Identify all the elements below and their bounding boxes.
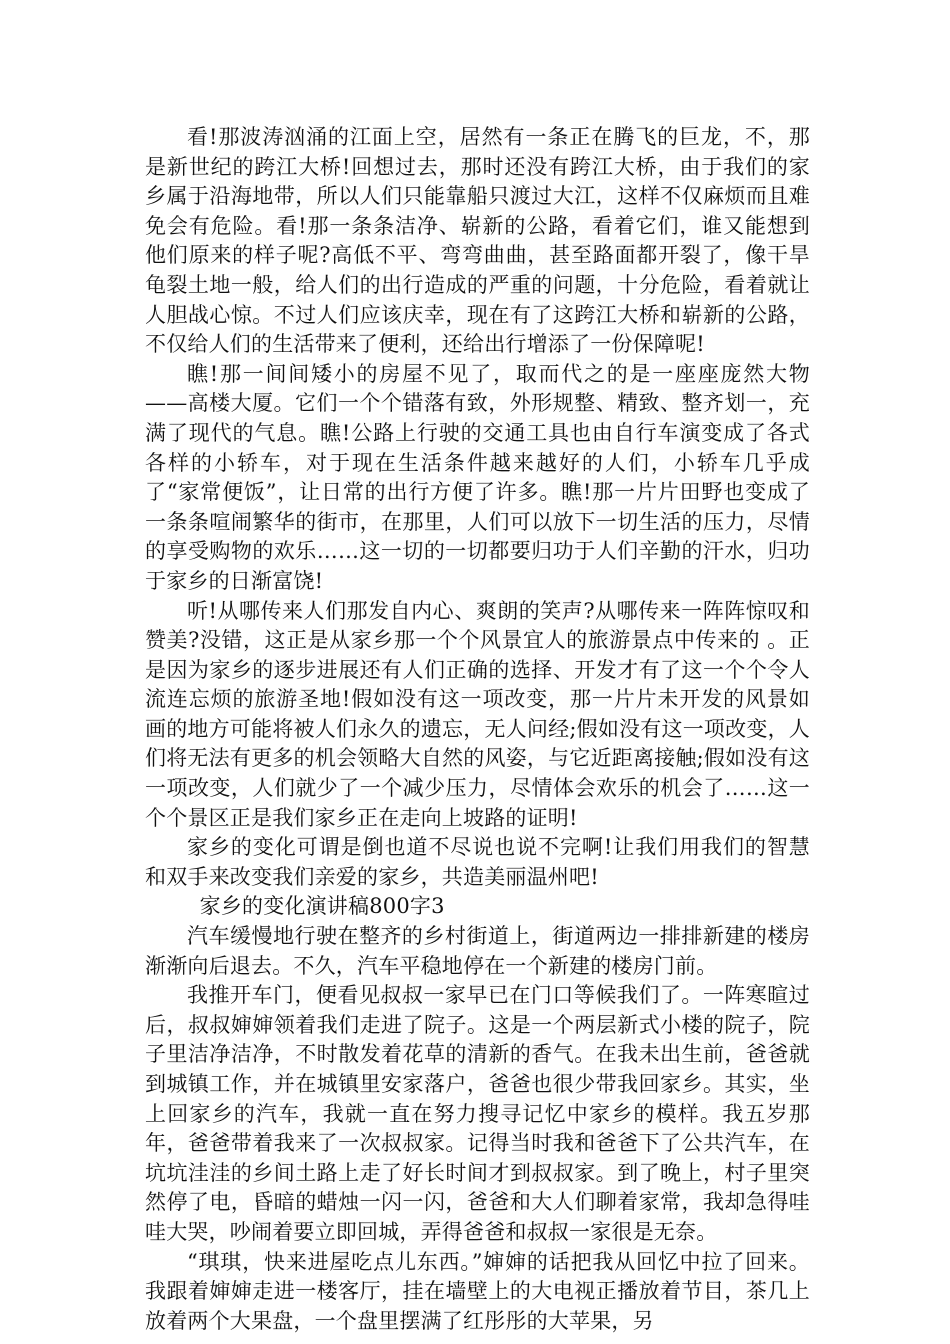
paragraph-tourist-spots: 听!从哪传来人们那发自内心、爽朗的笑声?从哪传来一阵阵惊叹和赞美?没错，这正是从家乡那一个个风景宜人的旅游景点中传来的 。正是因为家乡的逐步进展还有人们正确的选择、开发才有了这一个个令人流连忘烦的旅游圣地!假如没有这一项改变，那一片片未开发的风景如画的地方可能将被人们永久的遗忘，无人问经;假如没有这一项改变，人们将无法有更多的机会领略大自然的风姿，与它近距离接触;假如没有这一项改变，人们就少了一个减少压力，尽情体会欢乐的机会了……这一个个景区正是我们家乡正在走向上坡路的证明! [145, 598, 810, 830]
paragraph-car-arrival: 汽车缓慢地行驶在整齐的乡村街道上，街道两边一排排新建的楼房渐渐向后退去。不久，汽车平稳地停在一个新建的楼房门前。 [145, 924, 810, 978]
document-body [145, 123, 810, 1336]
paragraph-uncle-house: 我推开车门，便看见叔叔一家早已在门口等候我们了。一阵寒暄过后，叔叔婶婶领着我们走进了院子。这是一个两层新式小楼的院子，院子里洁净洁净，不时散发着花草的清新的香气。在我未出生前，爸爸就到城镇工作，并在城镇里安家落户，爸爸也很少带我回家乡。其实，坐上回家乡的汽车，我就一直在努力搜寻记忆中家乡的模样。我五岁那年，爸爸带着我来了一次叔叔家。记得当时我和爸爸下了公共汽车，在坑坑洼洼的乡间土路上走了好长时间才到叔叔家。到了晚上，村子里突然停了电，昏暗的蜡烛一闪一闪，爸爸和大人们聊着家常，我却急得哇哇大哭，吵闹着要立即回城，弄得爸爸和叔叔一家很是无奈。 [145, 983, 810, 1244]
section-heading: 家乡的变化演讲稿800字3 [199, 894, 445, 919]
paragraph-river-bridge: 看!那波涛汹涌的江面上空，居然有一条正在腾飞的巨龙，不，那是新世纪的跨江大桥!回想过去，那时还没有跨江大桥，由于我们的家乡属于沿海地带，所以人们只能靠船只渡过大江，这样不仅麻烦而且难免会有危险。看!那一条条洁净、崭新的公路，看着它们，谁又能想到他们原来的样子呢?高低不平、弯弯曲曲，甚至路面都开裂了，像干旱龟裂土地一般，给人们的出行造成的严重的问题，十分危险，看着就让人胆战心惊。不过人们应该庆幸，现在有了这跨江大桥和崭新的公路，不仅给人们的生活带来了便利，还给出行增添了一份保障呢! [145, 125, 810, 357]
paragraph-conclusion: 家乡的变化可谓是倒也道不尽说也说不完啊!让我们用我们的智慧和双手来改变我们亲爱的家乡，共造美丽温州吧! [145, 835, 810, 889]
paragraph-living-room: “琪琪，快来进屋吃点儿东西。”婶婶的话把我从回忆中拉了回来。我跟着婶婶走进一楼客厅，挂在墙壁上的大电视正播放着节目，茶几上放着两个大果盘，一个盘里摆满了红彤彤的大苹果，另 [145, 1249, 810, 1333]
paragraph-tall-buildings: 瞧!那一间间矮小的房屋不见了，取而代之的是一座座庞然大物——高楼大厦。它们一个个错落有致，外形规整、精致、整齐划一，充满了现代的气息。瞧!公路上行驶的交通工具也由自行车演变成了各式各样的小轿车，对于现在生活条件越来越好的人们，小轿车几乎成了“家常便饭”，让日常的出行方便了许多。瞧!那一片片田野也变成了一条条喧闹繁华的街市，在那里，人们可以放下一切生活的压力，尽情的享受购物的欢乐……这一切的一切都要归功于人们辛勤的汗水，归功于家乡的日渐富饶! [145, 361, 810, 593]
